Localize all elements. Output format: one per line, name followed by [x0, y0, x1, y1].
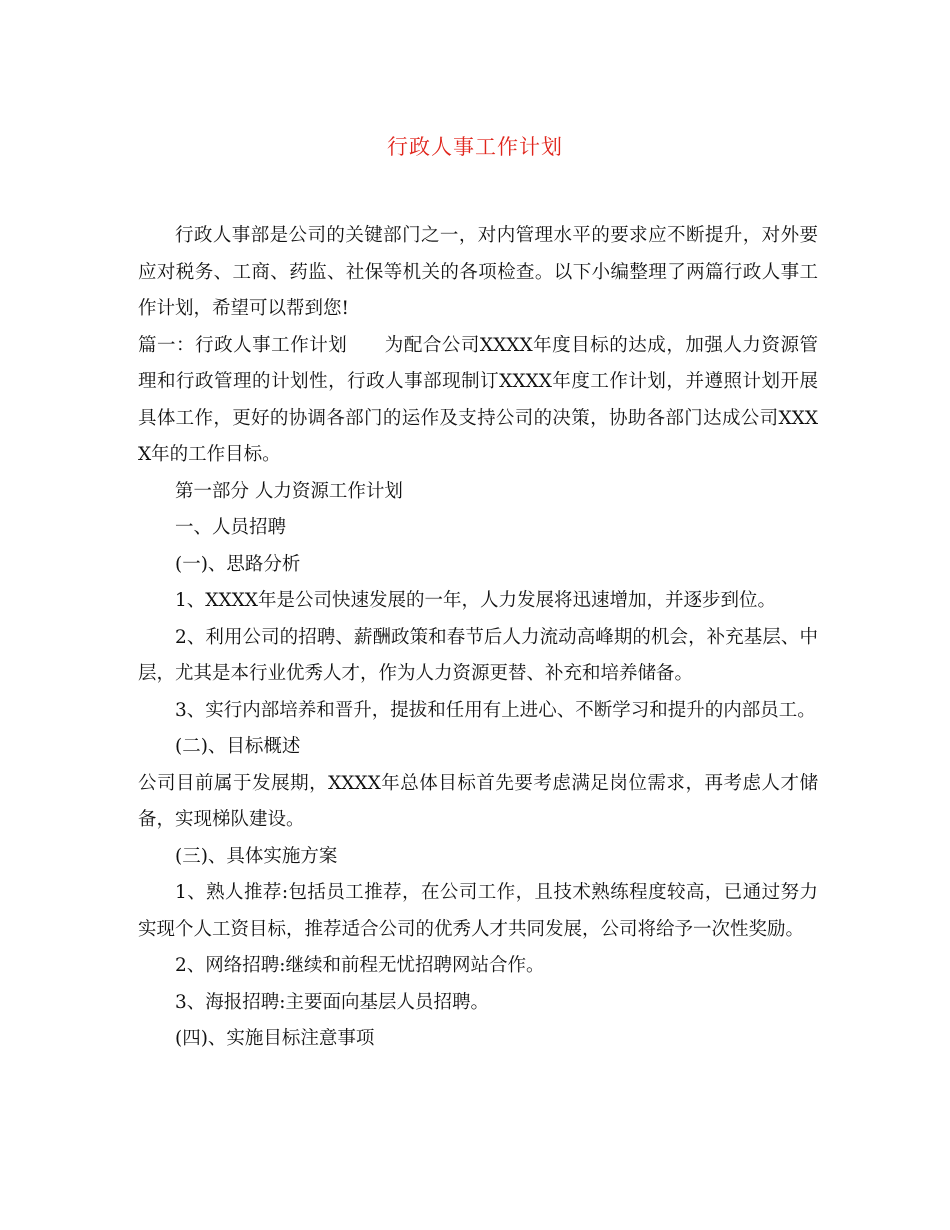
- body-paragraph: 公司目前属于发展期，XXXX年总体目标首先要考虑满足岗位需求，再考虑人才储备，实现梯队建设。: [138, 772, 818, 830]
- subsubsection-heading: (四)、实施目标注意事项: [175, 1028, 375, 1049]
- list-item: 2、网络招聘:继续和前程无忧招聘网站合作。: [175, 955, 545, 976]
- section-intro-text: 为配合公司XXXX年度目标的达成，加强人力资源管理和行政管理的计划性，行政人事部现制订XXXX年度工作计划，并遵照计划开展具体工作，更好的协调各部门的运作及支持公司的决策，协助各部门达成公司XXXX年的工作目标。: [138, 334, 818, 465]
- document-title: 行政人事工作计划: [387, 135, 563, 159]
- subsubsection-heading: (一)、思路分析: [175, 553, 301, 575]
- intro-paragraph: 行政人事部是公司的关键部门之一，对内管理水平的要求应不断提升，对外要应对税务、工商、药监、社保等机关的各项检查。以下小编整理了两篇行政人事工作计划，希望可以帮到您!: [138, 225, 818, 319]
- subsection-heading: 一、人员招聘: [175, 517, 287, 538]
- list-item: 1、XXXX年是公司快速发展的一年，人力发展将迅速增加，并逐步到位。: [175, 590, 776, 611]
- section-heading: 篇一：行政人事工作计划: [138, 334, 348, 356]
- subsubsection-heading: (三)、具体实施方案: [175, 845, 338, 867]
- list-item: 3、海报招聘:主要面向基层人员招聘。: [175, 991, 490, 1013]
- section-paragraph: [138, 328, 818, 474]
- part-heading: 第一部分 人力资源工作计划: [175, 480, 403, 502]
- subsubsection-heading: (二)、目标概述: [175, 736, 301, 757]
- document-body: [138, 218, 818, 1058]
- list-item: 3、实行内部培养和晋升，提拔和任用有上进心、不断学习和提升的内部员工。: [175, 699, 816, 721]
- list-item: 2、利用公司的招聘、薪酬政策和春节后人力流动高峰期的机会，补充基层、中层，尤其是本行业优秀人才，作为人力资源更替、补充和培养储备。: [138, 626, 818, 684]
- list-item: 1、熟人推荐:包括员工推荐，在公司工作，且技术熟练程度较高，已通过努力实现个人工资目标，推荐适合公司的优秀人才共同发展，公司将给予一次性奖励。: [138, 882, 818, 940]
